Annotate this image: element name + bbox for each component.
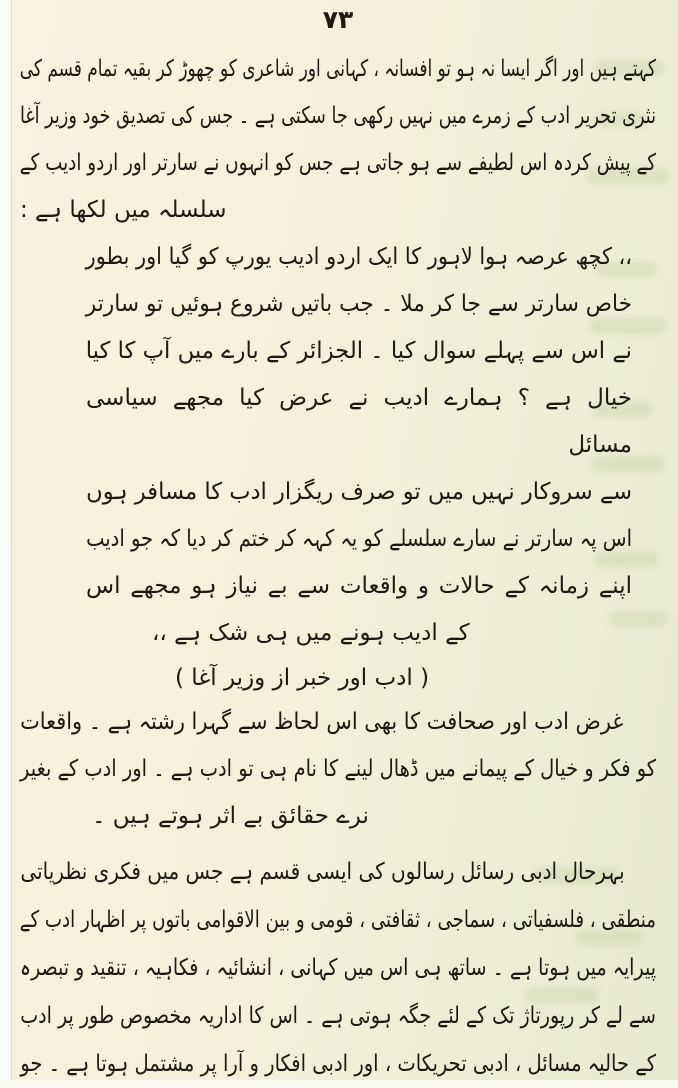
text-line: کے پیش کردہ اس لطیفے سے ہو جاتی ہے جس کو انہوں نے سارتر اور اردو ادیب کے [19, 150, 656, 176]
text-line: منطقی ، فلسفیاتی ، سماجی ، ثقافتی ، قومی و بین الاقوامی باتوں پر اظہار ادب کے [19, 907, 656, 933]
text-line: پیرایہ میں ہوتا ہے ۔ ساتھ ہی اس میں کہانی ، انشائیہ ، فکاہیہ ، تنقید و تبصرہ [19, 955, 656, 981]
text-line: نثری تحریر ادب کے زمرے میں نہیں رکھی جا سکتی ہے ۔ جس کی تصدیق خود وزیر آغا [19, 103, 657, 129]
text-line: کے حالیہ مسائل ، ادبی تحریکات ، اور ادبی افکار و آرا پر مشتمل ہوتا ہے ۔ جو [20, 1051, 657, 1077]
text-line: کہتے ہیں اور اگر ایسا نہ ہو تو افسانہ ، کہانی اور شاعری کو چھوڑ کر بقیہ تمام قسم کی [19, 56, 656, 82]
quote-line: اپنے زمانہ کے حالات و واقعات سے بے نیاز ہو مجھے اس [86, 573, 632, 599]
paragraph-literature-journalism [20, 699, 656, 840]
paragraph-opening [20, 46, 656, 234]
text-line: بہرحال ادبی رسائل رسالوں کی ایسی قسم ہے جس میں فکری نظریاتی [20, 859, 625, 885]
paragraph-literary-magazines [20, 848, 656, 1088]
quote-line: خیال ہے ؟ ہمارے ادیب نے عرض کیا مجھے سیاسی مسائل [86, 385, 632, 458]
quote-line: اس پہ سارتر نے سارے سلسلے کو یہ کہہ کر ختم کر دیا کہ جو ادیب [86, 526, 632, 552]
text-line: غرض ادب اور صحافت کا بھی اس لحاظ سے گہرا رشتہ ہے ۔ واقعات [20, 709, 624, 735]
scan-edge [0, 0, 12, 1080]
page-content [20, 0, 656, 1088]
quote-attribution: ( ادب اور خبر از وزیر آغا ) [174, 665, 430, 691]
text-line: سے لے کر رپورتاژ تک کے لئے جگہ ہوتی ہے ۔ اس کا اداریہ مخصوص طور پر ادب [20, 1003, 656, 1029]
text-line: نرے حقائق بے اثر ہوتے ہیں ۔ [92, 803, 369, 829]
text-line: کو فکر و خیال کے پیمانے میں ڈھال لینے کا نام ہی تو ادب ہے ۔ اور ادب کے بغیر [20, 756, 656, 782]
quote-lead-in-line: سلسلہ میں لکھا ہے : [20, 197, 227, 223]
page-number: ۷۳ [322, 5, 354, 34]
quote-line: سے سروکار نہیں میں تو صرف ریگزار ادب کا مسافر ہوں [86, 479, 633, 505]
block-quote-sartre-anecdote [20, 234, 656, 657]
quote-line: خاص سارتر سے جا کر ملا ۔ جب باتیں شروع ہوئیں تو سارتر [85, 291, 633, 317]
quote-closing-line: کے ادیب ہونے میں ہی شک ہے ،، [152, 620, 470, 646]
quote-line: ،، کچھ عرصہ ہوا لاہور کا ایک اردو ادیب یورپ کو گیا اور بطور [85, 244, 632, 270]
quote-line: نے اس سے پہلے سوال کیا ۔ الجزائر کے بارے میں آپ کا کیا [85, 338, 632, 364]
